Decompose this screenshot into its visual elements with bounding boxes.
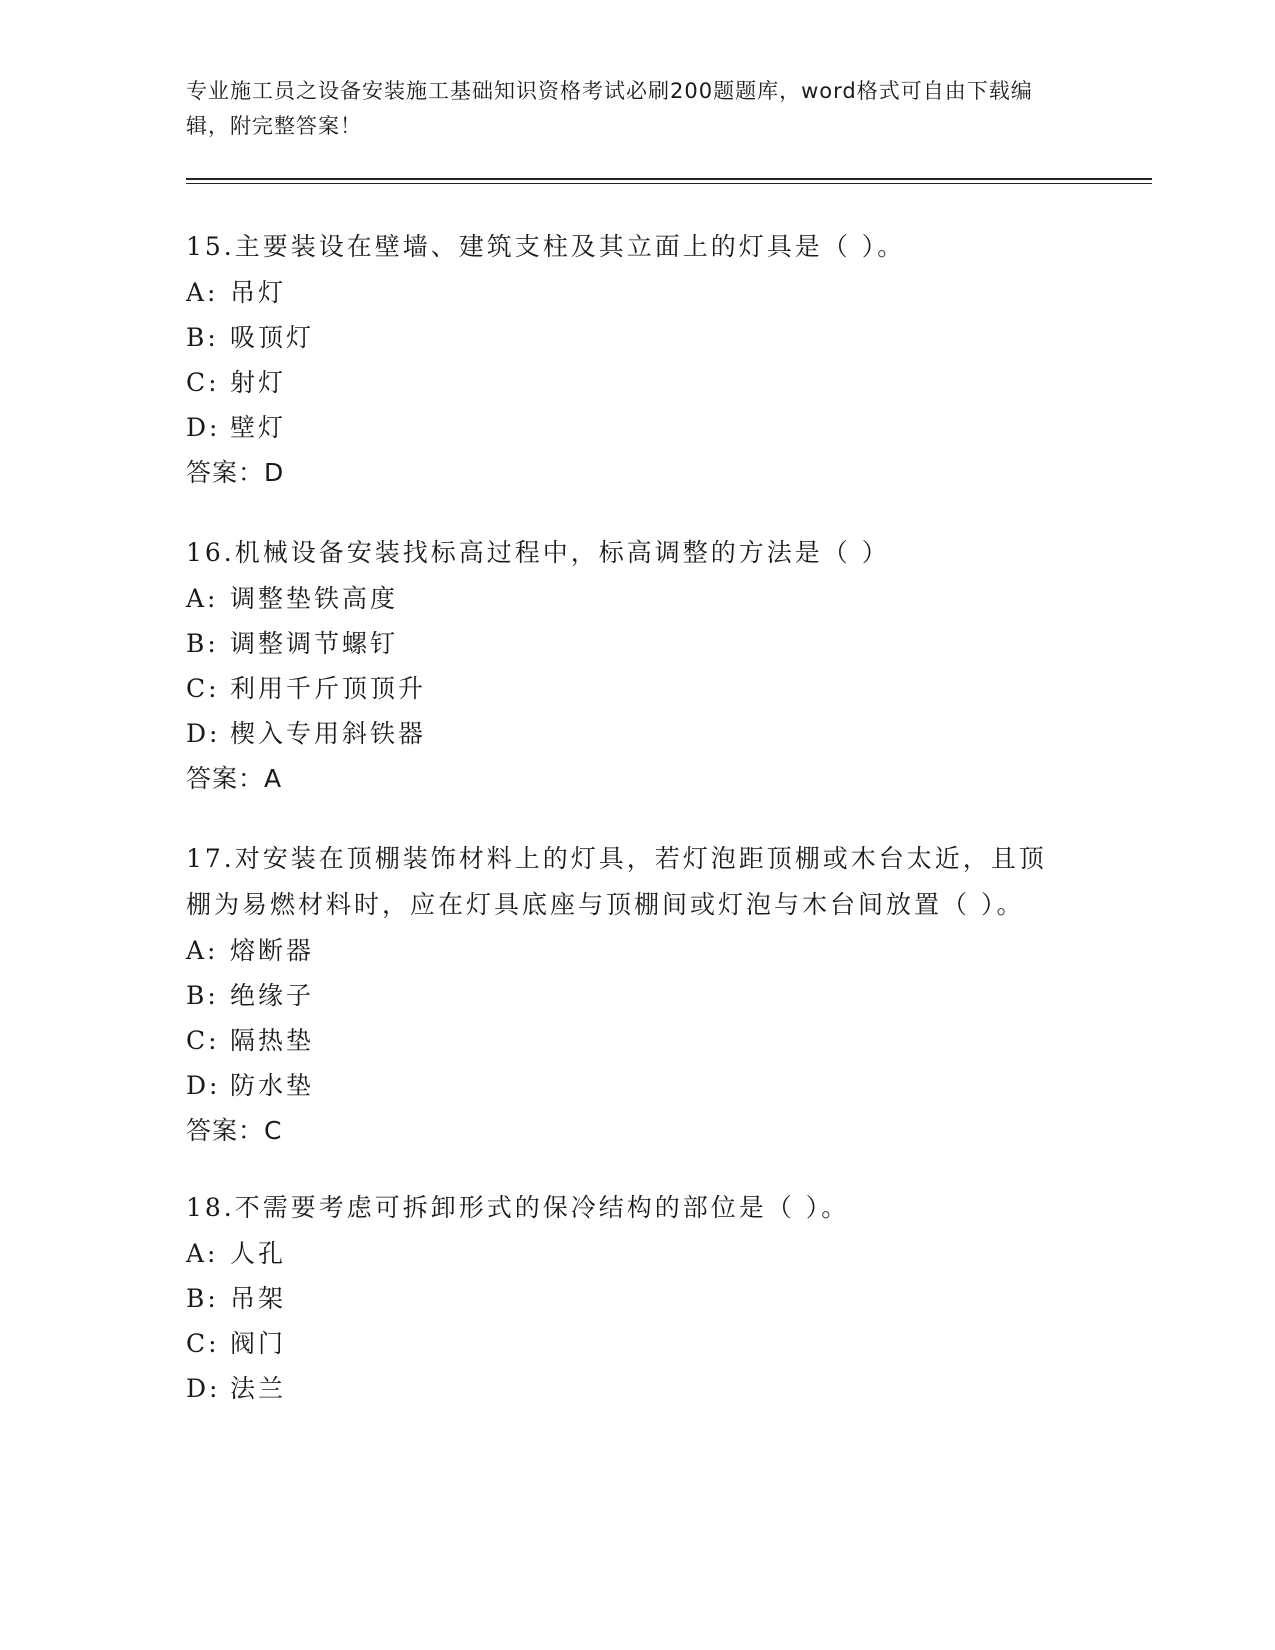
option-text: 吊架 (230, 1284, 287, 1313)
option-text: 壁灯 (230, 413, 287, 442)
option-text: 人孔 (230, 1239, 287, 1268)
option-b (186, 973, 1066, 1018)
option-text: 调整调节螺钉 (230, 629, 399, 658)
option-key: D: (186, 719, 221, 748)
option-key: C: (186, 1026, 220, 1055)
option-text: 吊灯 (230, 278, 287, 307)
option-key: C: (186, 368, 220, 397)
option-b (186, 315, 1066, 360)
answer-line: 答案：D (186, 458, 285, 487)
document-header-text: 专业施工员之设备安装施工基础知识资格考试必刷200题题库，word格式可自由下载编辑，附完整答案！ (186, 79, 1033, 138)
option-key: D: (186, 1374, 221, 1403)
option-key: B: (186, 629, 219, 658)
question-stem: 15.主要装设在壁墙、建筑支柱及其立面上的灯具是（ ）。 (186, 232, 906, 261)
option-text: 绝缘子 (230, 981, 315, 1010)
option-b (186, 1276, 1066, 1321)
option-text: 隔热垫 (230, 1026, 315, 1055)
option-c (186, 1018, 1066, 1063)
option-key: B: (186, 1284, 219, 1313)
option-d (186, 711, 1066, 756)
option-text: 防水垫 (230, 1071, 315, 1100)
option-text: 法兰 (230, 1374, 287, 1403)
answer-line: 答案：C (186, 1116, 283, 1145)
question-stem: 16.机械设备安装找标高过程中，标高调整的方法是（ ） (186, 538, 890, 567)
option-key: B: (186, 323, 219, 352)
option-text: 阀门 (230, 1329, 287, 1358)
option-text: 吸顶灯 (230, 323, 315, 352)
option-key: A: (186, 1239, 219, 1268)
option-key: C: (186, 1329, 220, 1358)
option-a (186, 576, 1066, 621)
option-text: 楔入专用斜铁器 (230, 719, 427, 748)
option-key: D: (186, 413, 221, 442)
option-d (186, 1063, 1066, 1108)
option-c (186, 666, 1066, 711)
header-divider-thin (186, 183, 1152, 184)
option-c (186, 1321, 1066, 1366)
option-text: 调整垫铁高度 (230, 584, 399, 613)
option-b (186, 621, 1066, 666)
question-stem: 17.对安装在顶棚装饰材料上的灯具，若灯泡距顶棚或木台太近，且顶棚为易燃材料时，应在灯具底座与顶棚间或灯泡与木台间放置（ ）。 (186, 844, 1047, 919)
question-18 (186, 1185, 1066, 1411)
option-c (186, 360, 1066, 405)
question-15 (186, 224, 1066, 495)
option-key: A: (186, 278, 219, 307)
option-text: 射灯 (230, 368, 287, 397)
option-a (186, 1231, 1066, 1276)
question-stem: 18.不需要考虑可拆卸形式的保冷结构的部位是（ ）。 (186, 1193, 850, 1222)
option-key: B: (186, 981, 219, 1010)
question-16 (186, 530, 1066, 801)
option-d (186, 405, 1066, 450)
option-a (186, 270, 1066, 315)
option-d (186, 1366, 1066, 1411)
option-key: A: (186, 584, 219, 613)
question-17 (186, 836, 1066, 1153)
option-key: D: (186, 1071, 221, 1100)
header-divider (186, 178, 1152, 180)
option-text: 利用千斤顶顶升 (230, 674, 427, 703)
option-key: A: (186, 936, 219, 965)
option-text: 熔断器 (230, 936, 315, 965)
option-a (186, 928, 1066, 973)
answer-line: 答案：A (186, 764, 283, 793)
option-key: C: (186, 674, 220, 703)
